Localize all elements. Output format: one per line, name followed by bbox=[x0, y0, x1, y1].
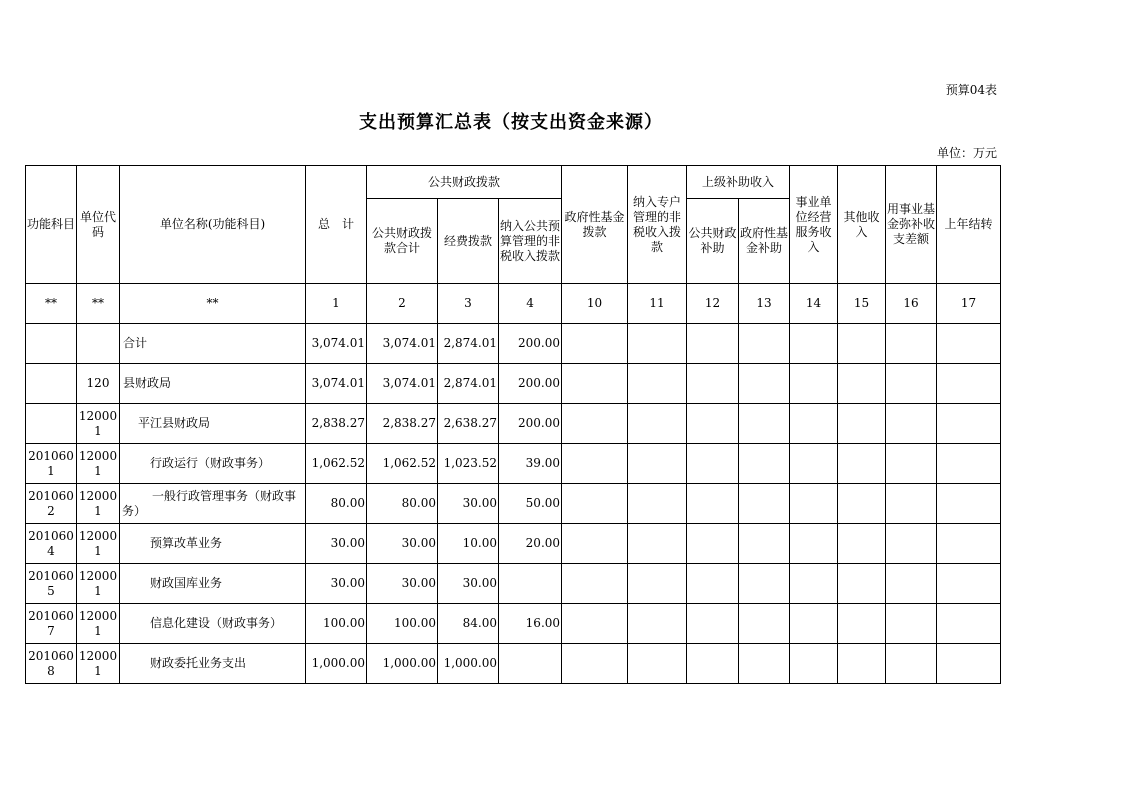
pf-sum-cell: 100.00 bbox=[367, 604, 438, 644]
budget-table bbox=[25, 165, 1001, 684]
unit-name-cell: 行政运行（财政事务） bbox=[120, 444, 306, 484]
unit-code-cell: 120001 bbox=[77, 484, 120, 524]
header-other-income: 其他收入 bbox=[838, 166, 886, 284]
header-carryover: 上年结转 bbox=[937, 166, 1001, 284]
pf-sum-cell: 2,838.27 bbox=[367, 404, 438, 444]
index-cell: 4 bbox=[499, 284, 562, 324]
unit-name-cell: 信息化建设（财政事务） bbox=[120, 604, 306, 644]
unit-code-cell: 120001 bbox=[77, 564, 120, 604]
header-public-fiscal-sum: 公共财政拨款合计 bbox=[367, 199, 438, 284]
index-cell: 13 bbox=[739, 284, 790, 324]
unit-code-cell bbox=[77, 324, 120, 364]
func-code-cell: 2010607 bbox=[26, 604, 77, 644]
table-row bbox=[26, 484, 1001, 524]
func-code-cell: 2010605 bbox=[26, 564, 77, 604]
funding-cell: 30.00 bbox=[438, 564, 499, 604]
unit-label: 单位：万元 bbox=[936, 146, 997, 160]
unit-code-cell: 120001 bbox=[77, 604, 120, 644]
index-cell: ** bbox=[77, 284, 120, 324]
non-tax-cell: 39.00 bbox=[499, 444, 562, 484]
header-unit-code: 单位代码 bbox=[77, 166, 120, 284]
header-fund-offset: 用事业基金弥补收支差额 bbox=[886, 166, 937, 284]
total-cell: 1,000.00 bbox=[306, 644, 367, 684]
header-gov-fund: 政府性基金拨款 bbox=[562, 166, 628, 284]
func-code-cell: 2010602 bbox=[26, 484, 77, 524]
header-business-income: 事业单位经营服务收入 bbox=[790, 166, 838, 284]
non-tax-cell: 200.00 bbox=[499, 324, 562, 364]
funding-cell: 1,023.52 bbox=[438, 444, 499, 484]
non-tax-cell bbox=[499, 564, 562, 604]
pf-sum-cell: 1,000.00 bbox=[367, 644, 438, 684]
index-cell: 3 bbox=[438, 284, 499, 324]
non-tax-cell: 200.00 bbox=[499, 404, 562, 444]
non-tax-cell: 50.00 bbox=[499, 484, 562, 524]
funding-cell: 2,638.27 bbox=[438, 404, 499, 444]
funding-cell: 2,874.01 bbox=[438, 364, 499, 404]
funding-cell: 2,874.01 bbox=[438, 324, 499, 364]
unit-code-cell: 120001 bbox=[77, 644, 120, 684]
funding-cell: 84.00 bbox=[438, 604, 499, 644]
unit-name-cell: 财政委托业务支出 bbox=[120, 644, 306, 684]
table-row bbox=[26, 564, 1001, 604]
non-tax-cell: 20.00 bbox=[499, 524, 562, 564]
index-cell: 14 bbox=[790, 284, 838, 324]
unit-name-cell: 平江县财政局 bbox=[120, 404, 306, 444]
header-func-subject: 功能科目 bbox=[26, 166, 77, 284]
unit-code-cell: 120001 bbox=[77, 444, 120, 484]
header-special-account: 纳入专户管理的非税收入拨款 bbox=[628, 166, 687, 284]
index-cell: 15 bbox=[838, 284, 886, 324]
table-row bbox=[26, 604, 1001, 644]
non-tax-cell: 200.00 bbox=[499, 364, 562, 404]
unit-name-cell: 预算改革业务 bbox=[120, 524, 306, 564]
index-cell: ** bbox=[26, 284, 77, 324]
total-cell: 2,838.27 bbox=[306, 404, 367, 444]
func-code-cell: 2010601 bbox=[26, 444, 77, 484]
unit-name-cell: 合计 bbox=[120, 324, 306, 364]
index-cell: 10 bbox=[562, 284, 628, 324]
funding-cell: 10.00 bbox=[438, 524, 499, 564]
index-row bbox=[26, 284, 1001, 324]
pf-sum-cell: 80.00 bbox=[367, 484, 438, 524]
header-public-fiscal-subsidy: 公共财政补助 bbox=[687, 199, 739, 284]
total-cell: 3,074.01 bbox=[306, 324, 367, 364]
header-unit-name: 单位名称(功能科目) bbox=[120, 166, 306, 284]
index-cell: 17 bbox=[937, 284, 1001, 324]
index-cell: 2 bbox=[367, 284, 438, 324]
header-public-fiscal: 公共财政拨款 bbox=[367, 166, 562, 199]
table-row bbox=[26, 444, 1001, 484]
func-code-cell bbox=[26, 404, 77, 444]
func-code-cell: 2010608 bbox=[26, 644, 77, 684]
unit-code-cell: 120 bbox=[77, 364, 120, 404]
unit-name-cell: 财政国库业务 bbox=[120, 564, 306, 604]
non-tax-cell: 16.00 bbox=[499, 604, 562, 644]
pf-sum-cell: 3,074.01 bbox=[367, 324, 438, 364]
unit-name-cell: 县财政局 bbox=[120, 364, 306, 404]
table-body bbox=[26, 324, 1001, 684]
total-cell: 3,074.01 bbox=[306, 364, 367, 404]
total-cell: 30.00 bbox=[306, 564, 367, 604]
index-cell: 12 bbox=[687, 284, 739, 324]
header-non-tax: 纳入公共预算管理的非税收入拨款 bbox=[499, 199, 562, 284]
header-gov-fund-subsidy: 政府性基金补助 bbox=[739, 199, 790, 284]
page-title: 支出预算汇总表（按支出资金来源） bbox=[359, 112, 663, 133]
unit-code-cell: 120001 bbox=[77, 404, 120, 444]
funding-cell: 30.00 bbox=[438, 484, 499, 524]
index-cell: ** bbox=[120, 284, 306, 324]
index-cell: 16 bbox=[886, 284, 937, 324]
pf-sum-cell: 3,074.01 bbox=[367, 364, 438, 404]
pf-sum-cell: 1,062.52 bbox=[367, 444, 438, 484]
func-code-cell bbox=[26, 324, 77, 364]
table-row bbox=[26, 644, 1001, 684]
func-code-cell bbox=[26, 364, 77, 404]
header-superior-subsidy: 上级补助收入 bbox=[687, 166, 790, 199]
table-row bbox=[26, 364, 1001, 404]
unit-name-cell: 一般行政管理事务（财政事务） bbox=[120, 484, 306, 524]
table-row bbox=[26, 404, 1001, 444]
non-tax-cell bbox=[499, 644, 562, 684]
total-cell: 100.00 bbox=[306, 604, 367, 644]
func-code-cell: 2010604 bbox=[26, 524, 77, 564]
total-cell: 1,062.52 bbox=[306, 444, 367, 484]
funding-cell: 1,000.00 bbox=[438, 644, 499, 684]
pf-sum-cell: 30.00 bbox=[367, 564, 438, 604]
index-cell: 1 bbox=[306, 284, 367, 324]
table-row bbox=[26, 324, 1001, 364]
index-cell: 11 bbox=[628, 284, 687, 324]
total-cell: 80.00 bbox=[306, 484, 367, 524]
header-total: 总 计 bbox=[306, 166, 367, 284]
unit-code-cell: 120001 bbox=[77, 524, 120, 564]
pf-sum-cell: 30.00 bbox=[367, 524, 438, 564]
form-number: 预算04表 bbox=[945, 83, 997, 97]
table-header bbox=[26, 166, 1001, 324]
total-cell: 30.00 bbox=[306, 524, 367, 564]
header-funding: 经费拨款 bbox=[438, 199, 499, 284]
table-row bbox=[26, 524, 1001, 564]
